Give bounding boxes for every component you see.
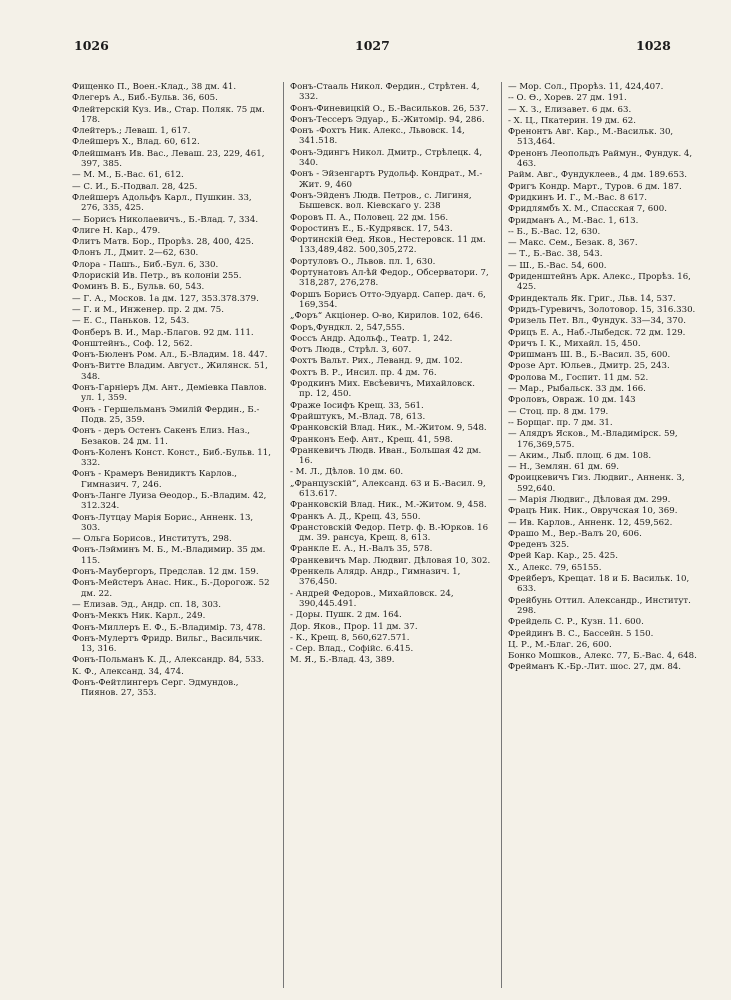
directory-entry: — Макс. Сем., Безак. 8, 367. bbox=[508, 238, 638, 249]
directory-entry: — Х. З., Елизавет. 6 дм. 63. bbox=[508, 104, 632, 115]
directory-entry: Фролова М., Госпит. 11 дм. 52. bbox=[508, 372, 649, 383]
directory-entry: Фризель Пет. Вл., Фундук. 33—34, 370. bbox=[508, 316, 686, 327]
directory-entry: Фонъ - Эйзенгартъ Рудольф. Кондрат., М.-Жит. 9, 460 bbox=[290, 169, 483, 190]
directory-entry: Флейтерскій Куз. Ив., Стар. Поляк. 75 дм. 178. bbox=[72, 104, 265, 125]
page-number-middle: 1027 bbox=[355, 38, 390, 53]
directory-entry: Фонберъ В. И., Мар.-Благов. 92 дм. 111. bbox=[72, 327, 254, 338]
directory-entry: — Г. и М., Инженер. пр. 2 дм. 75. bbox=[72, 304, 224, 315]
directory-entry: - Андрей Федоров., Михайловск. 24, 390,445.491. bbox=[290, 588, 454, 609]
directory-entry: Франкъ А. Д., Крещ. 43, 550. bbox=[290, 511, 421, 522]
directory-entry: Флейтеръ.; Леваш. 1, 617. bbox=[72, 126, 191, 137]
directory-columns bbox=[72, 82, 713, 988]
directory-entry: — Мар., Рыбальск. 33 дм. 166. bbox=[508, 384, 646, 395]
directory-entry: Флонъ Л., Дмит. 2—62, 630. bbox=[72, 248, 199, 259]
directory-entry: Фрацъ Ник. Ник., Овручская 10, 369. bbox=[508, 506, 678, 517]
directory-entry: — Аким., Лыб. площ. 6 дм. 108. bbox=[508, 450, 652, 461]
directory-entry: Фохтъ В. Р., Инсил. пр. 4 дм. 76. bbox=[290, 367, 437, 378]
directory-entry: Фонъ - деръ Остенъ Сакенъ Елиз. Наз., Безаков. 24 дм. 11. bbox=[72, 426, 251, 447]
directory-entry: -- Б., Б.-Вас. 12, 630. bbox=[508, 226, 601, 237]
directory-entry: Фортинскій Өед. Яков., Нестеровск. 11 дм. 133,489,482. 500,305,272. bbox=[290, 235, 486, 256]
directory-entry: — Г. А., Москов. 1а дм. 127, 353.378.379. bbox=[72, 293, 259, 304]
directory-entry: Френонъ Леопольдъ Раймун., Фундук. 4, 463. bbox=[508, 148, 693, 170]
directory-entry: Фридманъ А., М.-Вас. 1, 613. bbox=[508, 215, 639, 226]
directory-entry: — Алядръ Ясков., М.-Владимірск. 59, 176,369,575. bbox=[508, 429, 678, 450]
column-left bbox=[72, 82, 277, 988]
directory-entry: Фрейдель С. Р., Кузн. 11. 600. bbox=[508, 617, 644, 628]
directory-entry: Франковскій Влад. Ник., М.-Житом. 9, 548. bbox=[290, 423, 487, 434]
directory-entry: М. Я., Б.-Влад. 43, 389. bbox=[290, 655, 395, 666]
directory-entry: Фонъ-Бюленъ Ром. Ал., Б.-Владим. 18. 447. bbox=[72, 350, 268, 361]
directory-entry: — Т., Б.-Вас. 38, 543. bbox=[508, 249, 603, 260]
directory-entry: Фроицкевичъ Гиз. Людвиг., Анненк. 3, 592,640. bbox=[508, 473, 685, 494]
directory-entry: Х., Алекс. 79, 65155. bbox=[508, 562, 602, 573]
directory-entry: Фонъ-Эдингъ Никол. Дмитр., Стрѣлецк. 4, 340. bbox=[290, 147, 483, 169]
directory-entry: Франконъ Ееф. Ант., Крещ. 41, 598. bbox=[290, 434, 453, 445]
directory-entry: -- Борщаг. пр. 7 дм. 31. bbox=[508, 417, 613, 428]
directory-entry: Фортунатовъ Ал-ѣй Федор., Обсерватори. 7, 318,287, 276,278. bbox=[290, 268, 489, 289]
directory-entry: - М. Л., Дѣлов. 10 дм. 60. bbox=[290, 467, 404, 478]
directory-entry: Фонъ-Коленъ Конст. Конст., Биб.-Бульв. 11, 332. bbox=[72, 447, 271, 469]
directory-entry: Ц. Р., М.-Благ. 26, 600. bbox=[508, 639, 612, 650]
directory-entry: Дор. Яков., Прор. 11 дм. 37. bbox=[290, 621, 418, 632]
directory-entry: К. Ф., Александ. 34, 474. bbox=[72, 666, 184, 677]
directory-entry: Фонъ-Лутцау Марія Борис., Анненк. 13, 303. bbox=[72, 512, 254, 533]
directory-entry: Фонъ-Тессеръ Эдуар., Б.-Житомір. 94, 286. bbox=[290, 114, 485, 125]
directory-entry: Фонъ-Польманъ К. Д., Александр. 84, 533. bbox=[72, 655, 265, 666]
directory-entry: — Н., Землян. 61 дм. 69. bbox=[508, 462, 619, 473]
directory-entry: - Сер. Влад., Софійс. 6.415. bbox=[290, 644, 414, 655]
directory-entry: Фриденштейнъ Арк. Алекс., Прорѣз. 16, 425. bbox=[508, 272, 691, 293]
directory-entry: Фоминъ В. Б., Бульв. 60, 543. bbox=[72, 282, 205, 293]
directory-entry: Фонъ-Лэйминъ М. Б., М.-Владимир. 35 дм. 115. bbox=[72, 545, 266, 566]
directory-entry: Фонъ-Фейтлингеръ Серг. Эдмундов., Пиянов. 27, 353. bbox=[72, 678, 239, 699]
directory-entry: — Ш., Б.-Вас. 54, 600. bbox=[508, 260, 607, 271]
directory-entry: Фотъ Людв., Стрѣл. 3, 607. bbox=[290, 345, 412, 356]
directory-entry: Франкевичъ Людв. Иван., Большая 42 дм. 16. bbox=[290, 445, 482, 467]
directory-entry: Франстовскій Федор. Петр. ф. В.-Юрков. 16 дм. 39. рансуа, Крещ. 8, 613. bbox=[290, 522, 489, 544]
directory-entry: Флорискій Ив. Петр., въ колоніи 255. bbox=[72, 271, 242, 282]
directory-entry: Флейшеръ Адольфъ Карл., Пушкин. 33, 276, 335, 425. bbox=[72, 192, 252, 214]
directory-entry: — Ольга Борисов., Институтъ, 298. bbox=[72, 534, 232, 545]
directory-entry: Райм. Авг., Фундуклеев., 4 дм. 189.653. bbox=[508, 170, 688, 181]
directory-entry: — Борисъ Николаевичъ., Б.-Влад. 7, 334. bbox=[72, 214, 259, 225]
directory-entry: — С. И., Б.-Подвал. 28, 425. bbox=[72, 181, 198, 192]
directory-entry: Флитъ Матв. Бор., Прорѣз. 28, 400, 425. bbox=[72, 237, 254, 248]
directory-entry: Фродкинъ Мих. Евсѣевичъ, Михайловск. пр. 12, 450. bbox=[290, 379, 475, 400]
directory-entry: — Е. С., Паньков. 12, 543. bbox=[72, 316, 190, 327]
directory-entry: Фонъ-Миллеръ Е. Ф., Б.-Владимір. 73, 478. bbox=[72, 622, 266, 633]
directory-entry: Фортуловъ О., Львов. пл. 1, 630. bbox=[290, 256, 436, 267]
directory-entry: Форостинъ Е., Б.-Кудрявск. 17, 543. bbox=[290, 223, 453, 234]
directory-entry: Фрашо М., Вер.-Валъ 20, 606. bbox=[508, 528, 642, 539]
directory-entry: -- О. Ө., Хорев. 27 дм. 191. bbox=[508, 93, 627, 104]
directory-entry: Фонъ - Крамеръ Венидиктъ Карлов., Гимназич. 7, 246. bbox=[72, 469, 238, 490]
column-right bbox=[501, 82, 713, 988]
directory-entry: - Х. Ц., Пкатерин. 19 дм. 62. bbox=[508, 115, 636, 126]
directory-entry: Фонъ-Стааль Никол. Фердин., Стрѣтен. 4, 332. bbox=[290, 82, 480, 103]
directory-entry: — Стоц. пр. 8 дм. 179. bbox=[508, 406, 609, 417]
directory-entry: Франкевичъ Мар. Людвиг. Дѣловая 10, 302. bbox=[290, 555, 491, 566]
directory-entry: Фонъ-Маубергоръ, Предслав. 12 дм. 159. bbox=[72, 567, 259, 578]
page-number-left: 1026 bbox=[74, 38, 109, 53]
directory-entry: Фохтъ Вальт. Рих., Леванд. 9, дм. 102. bbox=[290, 356, 463, 367]
directory-entry: Фрей Кар. Кар., 25. 425. bbox=[508, 551, 618, 562]
directory-entry: Фонъ-Ланге Луиза Өеодор., Б.-Владим. 42, 312.324. bbox=[72, 490, 267, 512]
directory-entry: Флейшеръ Х., Влад. 60, 612. bbox=[72, 137, 200, 148]
directory-entry: Форъ,Фундкл. 2, 547,555. bbox=[290, 322, 405, 333]
directory-entry: Фонъ-Гарніеръ Дм. Ант., Деміевка Павлов. ул. 1, 359. bbox=[72, 383, 267, 404]
directory-entry: Фришманъ Ш. В., Б.-Васил. 35, 600. bbox=[508, 350, 671, 361]
directory-entry: Фрейберъ, Крещат. 18 и Б. Васильк. 10, 633. bbox=[508, 574, 690, 595]
directory-entry: — Елизав. Эд., Андр. сп. 18, 303. bbox=[72, 599, 221, 610]
directory-entry: — Ив. Карлов., Анненк. 12, 459,562. bbox=[508, 517, 673, 528]
directory-entry: Фрейдинъ В. С., Бассейн. 5 150. bbox=[508, 628, 654, 639]
directory-entry: - К., Крещ. 8, 560,627.571. bbox=[290, 632, 410, 643]
directory-entry: Фричъ I. К., Михайл. 15, 450. bbox=[508, 338, 641, 349]
directory-entry: Фонъ-Финевицкій О., Б.-Васильков. 26, 537. bbox=[290, 103, 489, 114]
directory-entry: — М. М., Б.-Вас. 61, 612. bbox=[72, 170, 184, 181]
directory-entry: - Доры. Пушк. 2 дм. 164. bbox=[290, 610, 402, 621]
directory-entry: Франковскій Влад. Ник., М.-Житом. 9, 458. bbox=[290, 500, 487, 511]
directory-entry: Форшъ Борисъ Отто-Эдуард. Сапер. дач. 6, 169,354. bbox=[290, 289, 486, 310]
directory-entry: Фрейбунь Оттил. Александр., Институт. 298. bbox=[508, 595, 691, 616]
directory-entry: Бонко Мошков., Алекс. 77, Б.-Вас. 4, 648. bbox=[508, 651, 697, 662]
directory-entry: Фраже Іосифъ Крещ. 33, 561. bbox=[290, 400, 424, 411]
directory-entry: Фридъ-Гуревичъ, Золотовор. 15, 316.330. bbox=[508, 304, 696, 315]
directory-entry: Фонъ-Мулертъ Фридр. Вильг., Васильчик. 13, 316. bbox=[72, 633, 263, 655]
directory-entry: Флегеръ А., Биб.-Бульв. 36, 605. bbox=[72, 93, 218, 104]
column-middle bbox=[283, 82, 495, 988]
directory-entry: Фроловъ, Овраж. 10 дм. 143 bbox=[508, 395, 636, 406]
directory-entry: Франкле Е. А., Н.-Валъ 35, 578. bbox=[290, 544, 433, 555]
directory-entry: Фонъ-Витте Владим. Август., Жилянск. 51, 348. bbox=[72, 361, 268, 382]
directory-entry: Фонъ-Эйденъ Людв. Петров., с. Лигиня, Бышевск. вол. Кіевскаго у. 238 bbox=[290, 190, 472, 212]
directory-entry: Фридлямбъ Х. М., Спасская 7, 600. bbox=[508, 204, 667, 215]
page-number-right: 1028 bbox=[636, 38, 671, 53]
directory-entry: Флора - Пашъ., Биб.-Бул. 6, 330. bbox=[72, 259, 219, 270]
directory-entry: Фригъ Кондр. Март., Туров. 6 дм. 187. bbox=[508, 181, 682, 192]
directory-entry: Фонъ -Фохтъ Ник. Алекс., Львовск. 14, 341.518. bbox=[290, 126, 465, 147]
directory-entry: — Марія Людвиг., Дѣловая дм. 299. bbox=[508, 494, 671, 505]
directory-entry: „Форъ“ Акціонер. О-во, Кирилов. 102, 646. bbox=[290, 311, 483, 322]
directory-entry: Фреденъ 325. bbox=[508, 540, 570, 551]
directory-entry: Фриндекталь Як. Григ., Льв. 14, 537. bbox=[508, 293, 676, 304]
directory-entry: — Мор. Сол., Прорѣз. 11, 424,407. bbox=[508, 82, 664, 92]
directory-entry: Фрейманъ К.-Бр.-Лит. шос. 27, дм. 84. bbox=[508, 662, 681, 673]
directory-entry: Флиге Н. Кар., 479. bbox=[72, 225, 161, 236]
directory-entry: „Французскій“, Александ. 63 и Б.-Васил. 9, 613.617. bbox=[290, 478, 486, 499]
directory-entry: Флейшманъ Ив. Вас., Леваш. 23, 229, 461, 397, 385. bbox=[72, 148, 265, 170]
directory-entry: Фрайштукъ, М.-Влад. 78, 613. bbox=[290, 411, 426, 422]
directory-entry: Фрицъ Е. А., Наб.-Лыбедск. 72 дм. 129. bbox=[508, 327, 686, 338]
directory-entry: Фонъ - Гершельманъ Эмилій Фердин., Б.-Подв. 25, 359. bbox=[72, 404, 260, 425]
directory-entry: Фоссъ Андр. Адольф., Театр. 1, 242. bbox=[290, 333, 453, 344]
directory-entry: Фищенко П., Воен.-Клад., 38 дм. 41. bbox=[72, 82, 237, 92]
directory-entry: Фонъ-Меккъ Ник. Карл., 249. bbox=[72, 611, 206, 622]
directory-entry: Френонтъ Авг. Кар., М.-Васильк. 30, 513,464. bbox=[508, 127, 674, 148]
directory-entry: Френкель Алядр. Андр., Гимназич. 1, 376,450. bbox=[290, 567, 461, 588]
directory-entry: Форовъ П. А., Половец. 22 дм. 156. bbox=[290, 212, 449, 223]
directory-entry: Фонъ-Мейстеръ Анас. Ник., Б.-Дорогож. 52 дм. 22. bbox=[72, 578, 270, 599]
directory-entry: Фрозе Арт. Юльев., Дмитр. 25, 243. bbox=[508, 361, 670, 372]
directory-entry: Фридкинъ И. Г., М.-Вас. 8 617. bbox=[508, 192, 648, 203]
directory-entry: Фонштейнъ., Соф. 12, 562. bbox=[72, 338, 193, 349]
